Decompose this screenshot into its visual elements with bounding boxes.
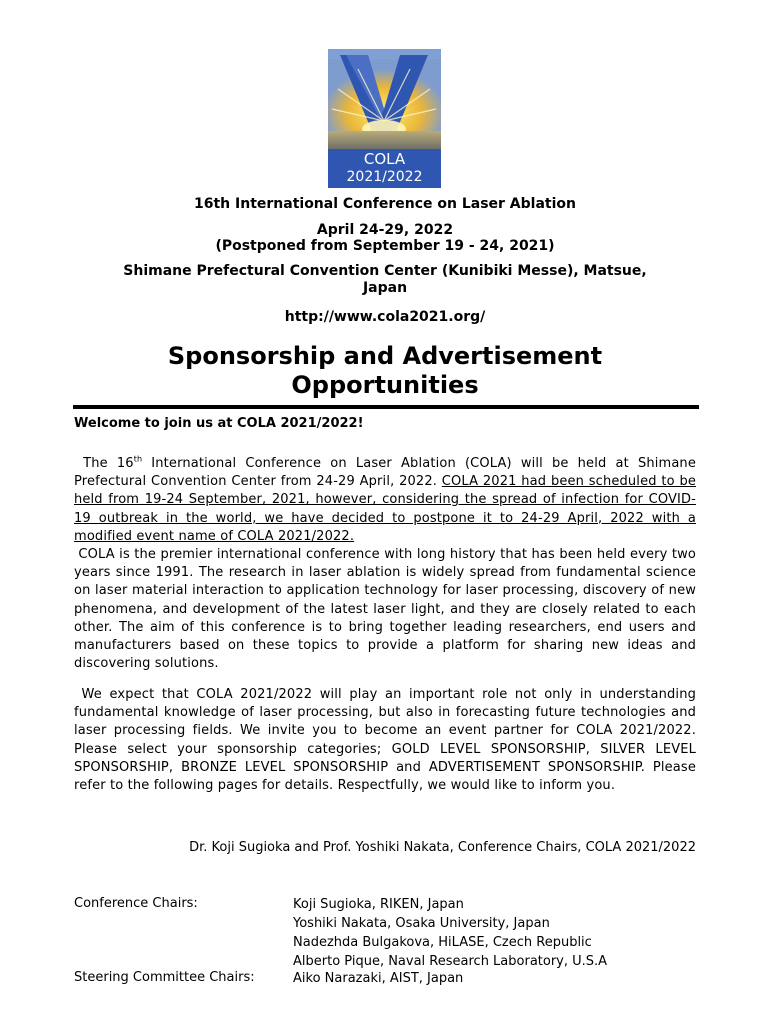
cola-logo — [328, 49, 441, 188]
logo-text-cola: COLA — [363, 150, 406, 168]
conference-url[interactable]: http://www.cola2021.org/ — [284, 309, 486, 325]
chair-entry: Alberto Pique, Naval Research Laboratory, U.S.A — [293, 954, 608, 969]
conference-name: 16th International Conference on Laser Ablation — [194, 196, 576, 212]
title-divider — [73, 405, 699, 409]
chair-entry: Yoshiki Nakata, Osaka University, Japan — [293, 916, 550, 931]
steering-committee-list — [293, 969, 463, 988]
sponsorship-text: We expect that COLA 2021/2022 will play an important role not only in understanding fundamental knowledge of laser processing, but also in forecasting future technologies and laser processing fields. We invite you to become an event partner for COLA 2021/2022. Please select your sponsorship categories; GOLD LEVEL SPONSORSHIP, SILVER LEVEL SPONSORSHIP, BRONZE LEVEL SPONSORSHIP and ADVERTISEMENT SPONSORSHIP. Please refer to the following pages for details. Respectfully, we would like to inform you. — [74, 687, 696, 794]
postponement-notice: COLA 2021 had been scheduled to be held from 19-24 September, 2021, however, considering the spread of infection for COVID-19 outbreak in the world, we have decided to postpone it to 24-29 April, 2022 with a modified event name of COLA 2021/2022. — [74, 474, 696, 544]
ordinal-superscript: th — [133, 454, 143, 464]
intro-text-start: The 16 — [83, 456, 134, 471]
intro-text-venue: International Conference on Laser Ablation (COLA) will be held at Shimane Prefectural Convention Center from 24-29 April, 2022. — [74, 456, 696, 490]
page-title-line-2: Opportunities — [291, 371, 479, 399]
chair-entry: Nadezhda Bulgakova, HiLASE, Czech Republic — [293, 935, 592, 950]
intro-paragraph — [74, 455, 696, 673]
steering-committee-label: Steering Committee Chairs: — [74, 970, 255, 985]
conference-dates: April 24-29, 2022 — [316, 222, 454, 238]
logo-text-years: 2021/2022 — [346, 169, 423, 185]
venue-line-1: Shimane Prefectural Convention Center (Kunibiki Messe), Matsue, — [123, 263, 647, 279]
sponsorship-paragraph — [74, 686, 696, 795]
steering-chair-entry: Aiko Narazaki, AIST, Japan — [293, 971, 464, 986]
postponed-note: (Postponed from September 19 - 24, 2021) — [215, 238, 555, 254]
welcome-heading: Welcome to join us at COLA 2021/2022! — [74, 416, 364, 431]
page-title-line-1: Sponsorship and Advertisement — [167, 342, 603, 370]
conference-chairs-label: Conference Chairs: — [74, 896, 198, 911]
venue-line-2: Japan — [362, 280, 408, 296]
conference-chairs-list — [293, 895, 607, 971]
intro-text-history: COLA is the premier international conference with long history that has been held every two years since 1991. The research in laser ablation is widely spread from fundamental science on laser material interaction to application technology for laser processing, discovery of new phenomena, and development of the latest laser light, and they are closely related to each other. The aim of this conference is to bring together leading researchers, end users and manufacturers based on these topics to provide a platform for sharing new ideas and discovering solutions. — [74, 547, 696, 672]
chair-entry: Koji Sugioka, RIKEN, Japan — [293, 897, 464, 912]
signature-line: Dr. Koji Sugioka and Prof. Yoshiki Nakata, Conference Chairs, COLA 2021/2022 — [189, 840, 696, 855]
